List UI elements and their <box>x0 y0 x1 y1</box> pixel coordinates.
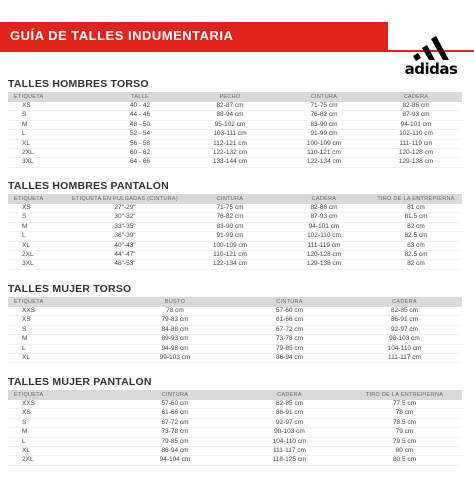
header-bar <box>0 22 388 50</box>
measurement-cell: 61-66 cm <box>118 409 232 418</box>
table-row <box>8 251 462 260</box>
size-label-cell: XS <box>8 409 118 418</box>
measurement-cell: 67-72 cm <box>232 325 347 334</box>
measurement-cell: 33"-35" <box>68 222 182 231</box>
size-label-cell: XL <box>8 139 98 148</box>
size-label-cell: 3XL <box>8 260 68 269</box>
size-label-cell: XL <box>8 447 118 456</box>
measurement-cell: 110-121 cm <box>182 251 278 260</box>
measurement-cell: 111-119 cm <box>278 241 370 250</box>
measurement-cell: 89-93 cm <box>118 335 232 344</box>
measurement-cell: 40"-43" <box>68 241 182 250</box>
table-row <box>8 307 462 316</box>
size-label-cell: L <box>8 232 68 241</box>
table-row <box>8 325 462 334</box>
table-row <box>8 260 462 269</box>
measurement-cell: 44 - 46 <box>98 111 182 120</box>
section-title-hombres-torso: TALLES HOMBRES TORSO <box>8 78 149 90</box>
measurement-cell: 94-101 cm <box>278 222 370 231</box>
measurement-cell: 92-97 cm <box>347 325 462 334</box>
size-label-cell: S <box>8 213 68 222</box>
adidas-stripes-icon <box>396 34 466 62</box>
measurement-cell: 76-82 cm <box>278 111 370 120</box>
measurement-cell: 84-88 cm <box>118 325 232 334</box>
size-label-cell: M <box>8 428 118 437</box>
measurement-cell: 60 - 62 <box>98 149 182 158</box>
measurement-cell: 79-85 cm <box>232 344 347 353</box>
column-header: ETIQUETA EN PULGADAS (CINTURA) <box>68 194 182 204</box>
table-header-row <box>8 92 462 102</box>
measurement-cell: 111-117 cm <box>347 354 462 363</box>
table-row <box>8 158 462 167</box>
table-row <box>8 447 462 456</box>
column-header: PECHO <box>182 92 278 102</box>
measurement-cell: 57-60 cm <box>232 307 347 316</box>
table-row <box>8 354 462 363</box>
column-header: TIRO DE LA ENTREPIERNA <box>347 390 462 400</box>
column-header: CADERA <box>370 92 462 102</box>
table-row <box>8 335 462 344</box>
measurement-cell: 104-110 cm <box>347 344 462 353</box>
column-header: ETIQUETA <box>8 390 118 400</box>
table-row <box>8 316 462 325</box>
measurement-cell: 103-111 cm <box>182 130 278 139</box>
measurement-cell: 120-128 cm <box>278 251 370 260</box>
measurement-cell: 71-75 cm <box>278 102 370 111</box>
table-header-row <box>8 297 462 307</box>
column-header: CADERA <box>347 297 462 307</box>
measurement-cell: 91-99 cm <box>182 232 278 241</box>
measurement-cell: 133-144 cm <box>182 158 278 167</box>
size-label-cell: M <box>8 120 98 129</box>
measurement-cell: 104-110 cm <box>232 437 347 446</box>
section-title-hombres-pantalon: TALLES HOMBRES PANTALON <box>8 180 169 192</box>
table-header-row <box>8 390 462 400</box>
size-label-cell: L <box>8 344 118 353</box>
measurement-cell: 81.5 cm <box>370 213 462 222</box>
measurement-cell: 91-99 cm <box>278 130 370 139</box>
measurement-cell: 79-85 cm <box>118 437 232 446</box>
measurement-cell: 79.5 cm <box>347 437 462 446</box>
measurement-cell: 48"-53" <box>68 260 182 269</box>
page-title: GUÍA DE TALLES INDUMENTARIA <box>10 28 234 43</box>
measurement-cell: 76-82 cm <box>182 213 278 222</box>
measurement-cell: 80 cm <box>347 447 462 456</box>
section-title-mujer-pantalon: TALLES MUJER PANTALON <box>8 376 152 388</box>
size-label-cell: L <box>8 130 98 139</box>
measurement-cell: 122-134 cm <box>278 158 370 167</box>
table-row <box>8 139 462 148</box>
column-header: CINTURA <box>118 390 232 400</box>
measurement-cell: 79 cm <box>347 428 462 437</box>
measurement-cell: 77.5 cm <box>347 400 462 409</box>
section-title-mujer-torso: TALLES MUJER TORSO <box>8 283 132 295</box>
table-row <box>8 344 462 353</box>
table-row <box>8 111 462 120</box>
table-row <box>8 102 462 111</box>
measurement-cell: 78 cm <box>347 409 462 418</box>
table-row <box>8 418 462 427</box>
table-row <box>8 149 462 158</box>
measurement-cell: 86-94 cm <box>118 447 232 456</box>
size-label-cell: XS <box>8 204 68 213</box>
measurement-cell: 111-117 cm <box>232 447 347 456</box>
column-header: CINTURA <box>232 297 347 307</box>
measurement-cell: 110-121 cm <box>278 149 370 158</box>
size-label-cell: XL <box>8 354 118 363</box>
size-label-cell: M <box>8 222 68 231</box>
measurement-cell: 57-60 cm <box>118 400 232 409</box>
column-header: BUSTO <box>118 297 232 307</box>
measurement-cell: 73-78 cm <box>232 335 347 344</box>
size-label-cell: XXS <box>8 400 118 409</box>
measurement-cell: 94-101 cm <box>370 120 462 129</box>
size-table-mujer-pantalon <box>8 390 462 466</box>
measurement-cell: 27"-29" <box>68 204 182 213</box>
table-row <box>8 456 462 465</box>
adidas-logo <box>396 34 466 78</box>
measurement-cell: 95-102 cm <box>182 120 278 129</box>
measurement-cell: 88-94 cm <box>182 111 278 120</box>
table-row <box>8 428 462 437</box>
measurement-cell: 82-87 cm <box>182 102 278 111</box>
measurement-cell: 78 cm <box>118 307 232 316</box>
size-label-cell: XS <box>8 316 118 325</box>
measurement-cell: 83-90 cm <box>278 120 370 129</box>
table-header-row <box>8 194 462 204</box>
measurement-cell: 100-109 cm <box>182 241 278 250</box>
measurement-cell: 98-103 cm <box>232 428 347 437</box>
table-row <box>8 204 462 213</box>
size-label-cell: 2XL <box>8 456 118 465</box>
table-row <box>8 232 462 241</box>
column-header: ETIQUETA <box>8 194 68 204</box>
table-row <box>8 120 462 129</box>
table-row <box>8 213 462 222</box>
measurement-cell: 86-94 cm <box>232 354 347 363</box>
column-header: CINTURA <box>278 92 370 102</box>
size-label-cell: XL <box>8 241 68 250</box>
measurement-cell: 79-83 cm <box>118 316 232 325</box>
column-header: CADERA <box>232 390 347 400</box>
table-row <box>8 409 462 418</box>
measurement-cell: 82-85 cm <box>347 307 462 316</box>
size-label-cell: M <box>8 335 118 344</box>
measurement-cell: 30"-32" <box>68 213 182 222</box>
measurement-cell: 118-125 cm <box>232 456 347 465</box>
table-row <box>8 222 462 231</box>
measurement-cell: 86-91 cm <box>232 409 347 418</box>
measurement-cell: 102-110 cm <box>370 130 462 139</box>
measurement-cell: 87-93 cm <box>370 111 462 120</box>
size-label-cell: XXS <box>8 307 118 316</box>
measurement-cell: 64 - 66 <box>98 158 182 167</box>
size-label-cell: 2XL <box>8 149 98 158</box>
measurement-cell: 82 cm <box>370 222 462 231</box>
measurement-cell: 36"-39" <box>68 232 182 241</box>
measurement-cell: 86-91 cm <box>347 316 462 325</box>
size-label-cell: 2XL <box>8 251 68 260</box>
measurement-cell: 112-121 cm <box>182 139 278 148</box>
size-label-cell: S <box>8 111 98 120</box>
measurement-cell: 111-119 cm <box>370 139 462 148</box>
column-header: CADERA <box>278 194 370 204</box>
size-label-cell: L <box>8 437 118 446</box>
measurement-cell: 94-98 cm <box>118 344 232 353</box>
measurement-cell: 81 cm <box>370 204 462 213</box>
measurement-cell: 82 cm <box>370 260 462 269</box>
measurement-cell: 82.5 cm <box>370 232 462 241</box>
size-label-cell: S <box>8 325 118 334</box>
measurement-cell: 44"-47" <box>68 251 182 260</box>
measurement-cell: 71-75 cm <box>182 204 278 213</box>
brand-name: adidas <box>404 60 458 78</box>
measurement-cell: 120-128 cm <box>370 149 462 158</box>
measurement-cell: 82-85 cm <box>232 400 347 409</box>
measurement-cell: 82-86 cm <box>370 102 462 111</box>
table-row <box>8 241 462 250</box>
measurement-cell: 52 - 54 <box>98 130 182 139</box>
measurement-cell: 61-66 cm <box>232 316 347 325</box>
table-row <box>8 400 462 409</box>
size-label-cell: S <box>8 418 118 427</box>
measurement-cell: 83-90 cm <box>182 222 278 231</box>
measurement-cell: 98-103 cm <box>347 335 462 344</box>
measurement-cell: 82.5 cm <box>370 251 462 260</box>
size-table-hombres-torso <box>8 92 462 168</box>
measurement-cell: 94-104 cm <box>118 456 232 465</box>
column-header: TIRO DE LA ENTREPIERNA <box>370 194 462 204</box>
measurement-cell: 48 - 50 <box>98 120 182 129</box>
measurement-cell: 56 - 58 <box>98 139 182 148</box>
size-label-cell: XS <box>8 102 98 111</box>
table-row <box>8 130 462 139</box>
size-label-cell: 3XL <box>8 158 98 167</box>
column-header: TALLE <box>98 92 182 102</box>
measurement-cell: 80.5 cm <box>347 456 462 465</box>
column-header: CINTURA <box>182 194 278 204</box>
measurement-cell: 67-72 cm <box>118 418 232 427</box>
measurement-cell: 92-97 cm <box>232 418 347 427</box>
measurement-cell: 40 - 42 <box>98 102 182 111</box>
measurement-cell: 129-138 cm <box>370 158 462 167</box>
measurement-cell: 122-134 cm <box>182 260 278 269</box>
column-header: ETIQUETA <box>8 297 118 307</box>
measurement-cell: 100-109 cm <box>278 139 370 148</box>
measurement-cell: 122-132 cm <box>182 149 278 158</box>
measurement-cell: 73-78 cm <box>118 428 232 437</box>
measurement-cell: 87-93 cm <box>278 213 370 222</box>
size-table-mujer-torso <box>8 297 462 363</box>
measurement-cell: 99-103 cm <box>118 354 232 363</box>
size-table-hombres-pantalon <box>8 194 462 270</box>
measurement-cell: 102-110 cm <box>278 232 370 241</box>
measurement-cell: 78.5 cm <box>347 418 462 427</box>
column-header: ETIQUETA <box>8 92 98 102</box>
measurement-cell: 83 cm <box>370 241 462 250</box>
measurement-cell: 82-86 cm <box>278 204 370 213</box>
table-row <box>8 437 462 446</box>
measurement-cell: 129-138 cm <box>278 260 370 269</box>
